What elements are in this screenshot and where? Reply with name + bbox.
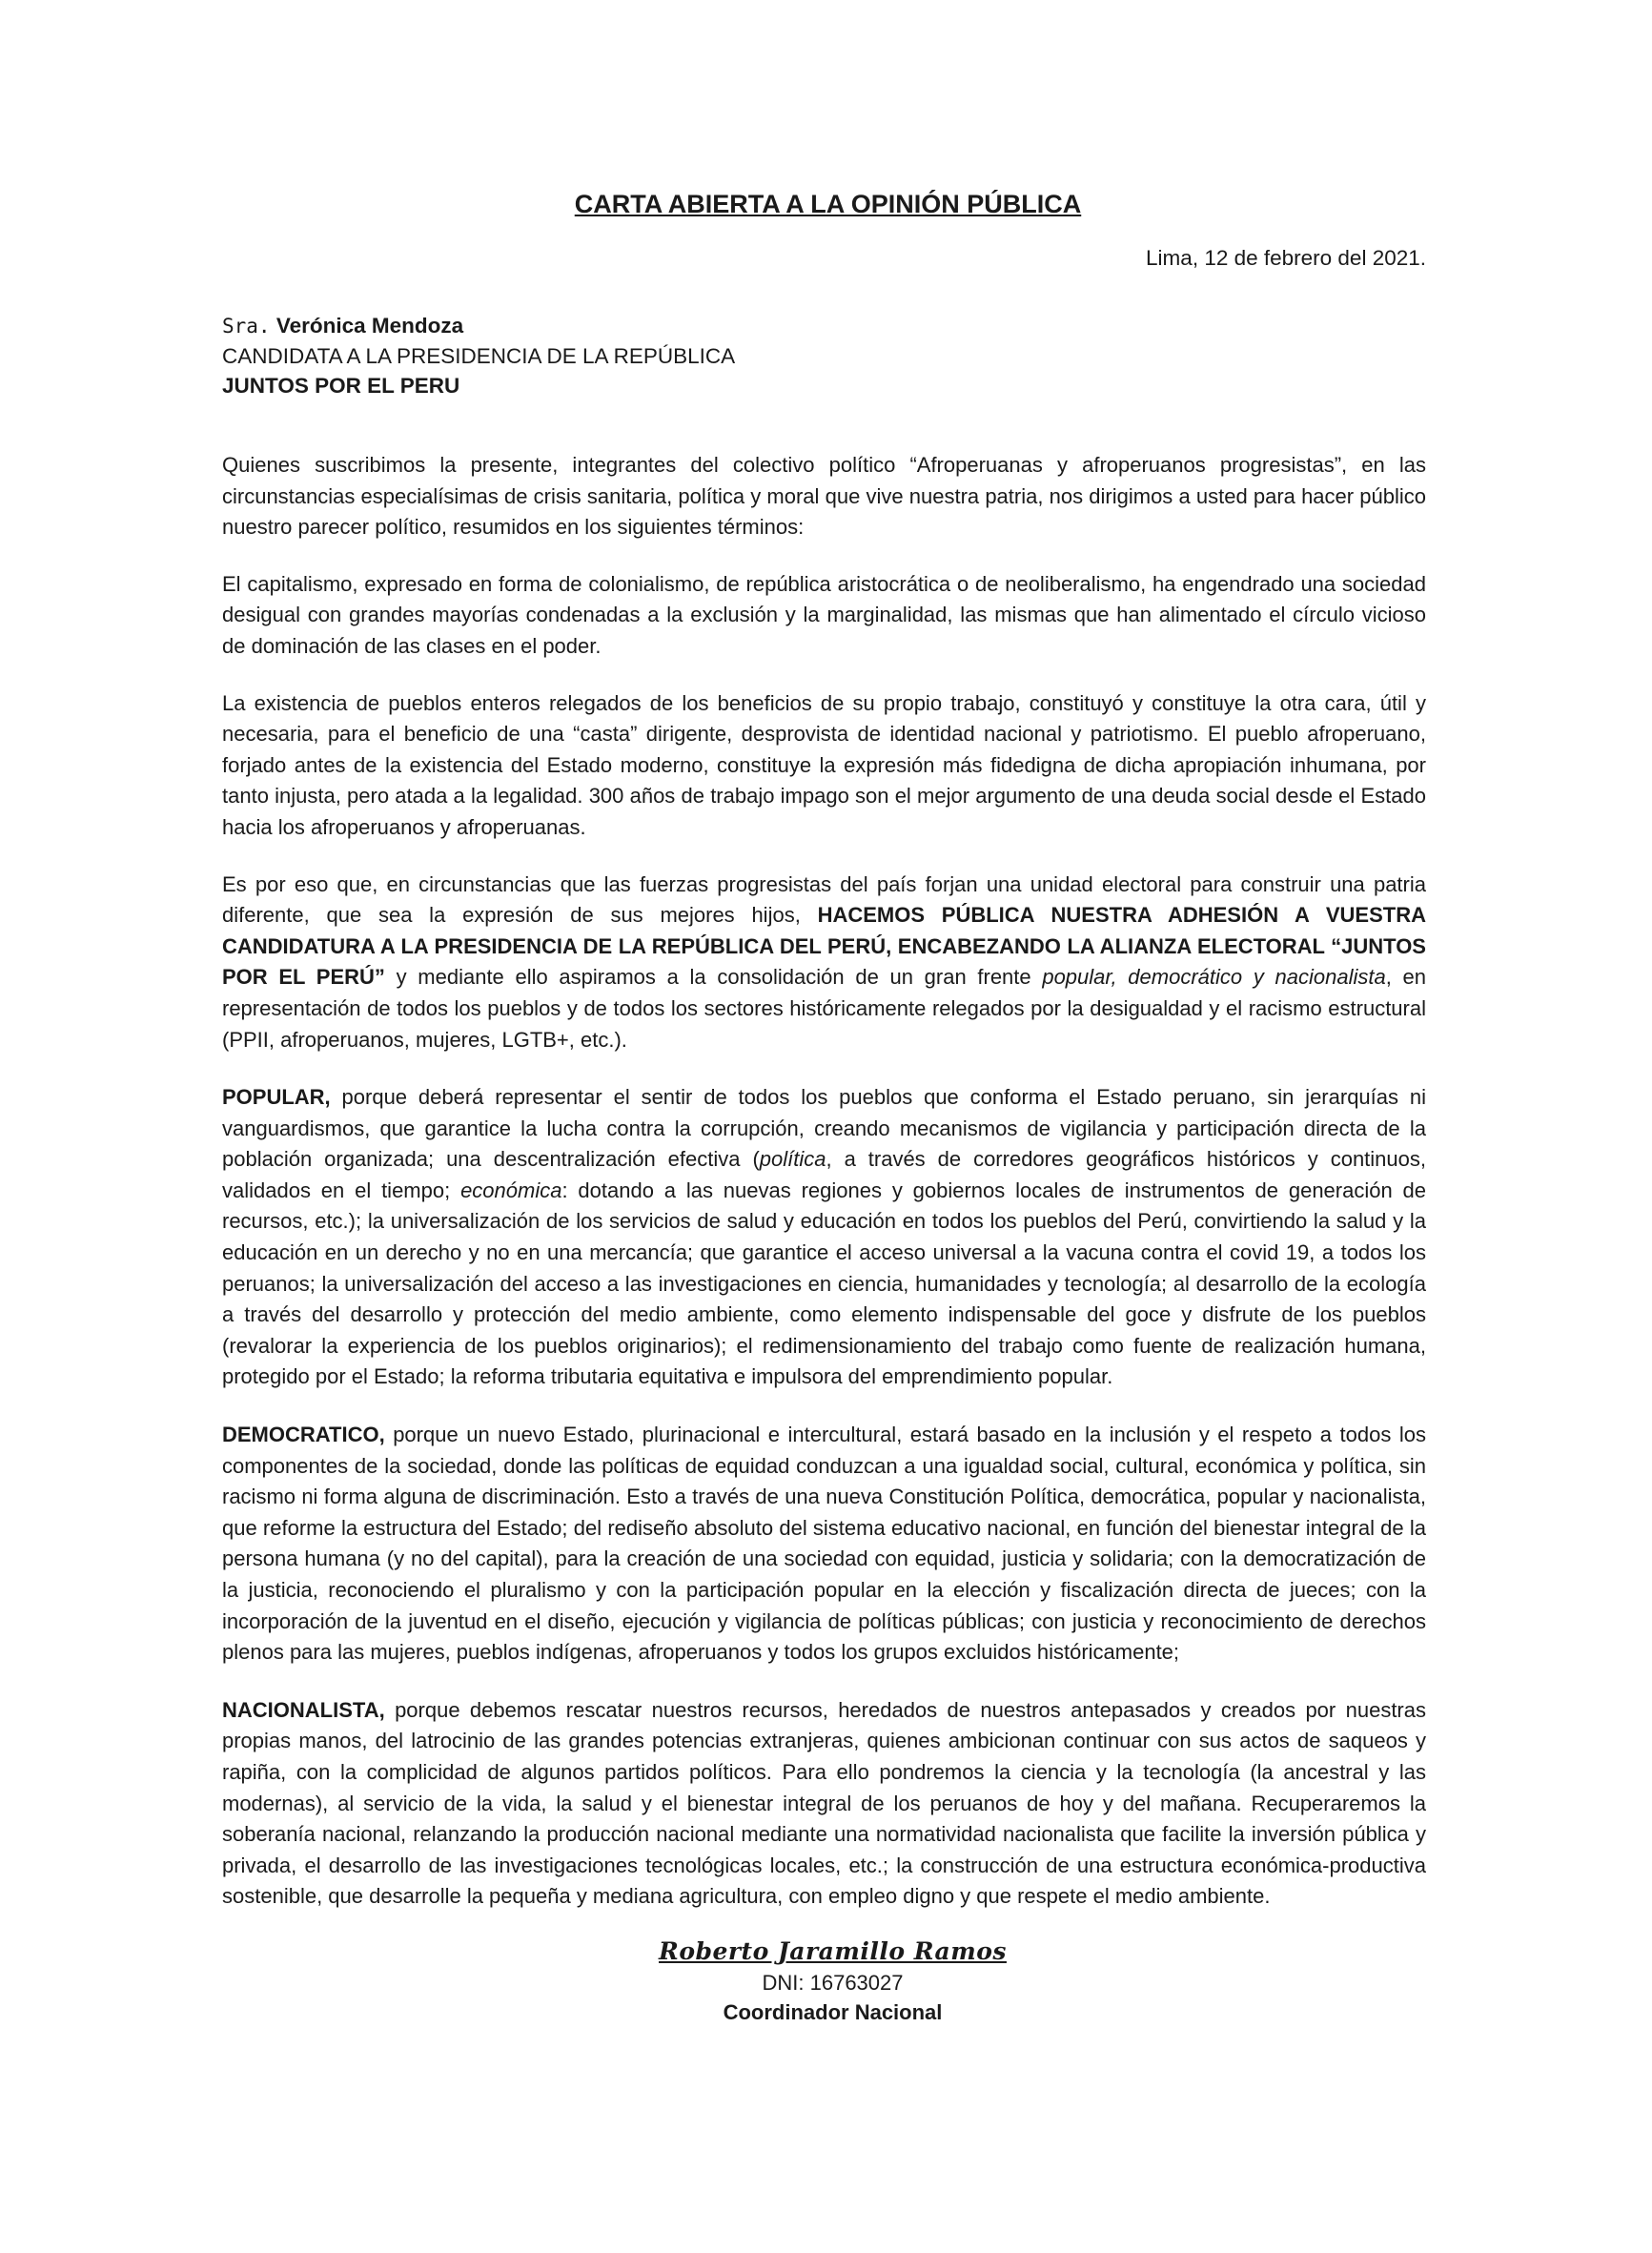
signature-role: Coordinador Nacional	[723, 2000, 943, 2024]
adhesion-statement: HACEMOS PÚBLICA NUESTRA ADHESIÓN A VUESTRA CANDIDATURA A LA PRESIDENCIA DE LA REPÚBLICA DEL PERÚ, ENCABEZANDO LA ALIANZA ELECTORAL “JUNTOS POR EL PERÚ”	[222, 903, 1426, 990]
adhesion-text-a: Es por eso que, en circunstancias que las fuerzas progresistas del país forjan una unidad electoral para construir una patria diferente, que sea la expresión de sus mejores hijos,	[222, 871, 1426, 928]
signature-dni: DNI: 16763027	[762, 1971, 904, 1995]
popular-text-e: : dotando a las nuevas regiones y gobiernos locales de instrumentos de generación de recursos, etc.); la universalización de los servicios de salud y educación en todos los pueblos del Perú, convirtiendo la salud y la educación en un derecho y no en una mercancía; que garantice el acceso universal a la vacuna contra el covid 19, a todos los peruanos; la universalización del acceso a las investigaciones en ciencia, humanidades y tecnología; al desarrollo de la ecología a través del desarrollo y protección del medio ambiente, como elemento indispensable del goce y disfrute de los pueblos (revalorar la experiencia de los pueblos originarios); el redimensionamiento del trabajo como fuente de realización humana, protegido por el Estado; la reforma tributaria equitativa e impulsora del emprendimiento popular.	[222, 1178, 1427, 1389]
paragraph-peoples: La existencia de pueblos enteros relegados de los beneficios de su propio trabajo, constituyó y constituye la otra cara, útil y necesaria, para el beneficio de una “casta” dirigente, desprovista de identidad nacional y patriotismo. El pueblo afroperuano, forjado antes de la existencia del Estado moderno, constituye la expresión más fidedigna de dicha apropiación inhumana, por tanto injusta, pero atada a la legalidad. 300 años de trabajo impago son el mejor argumento de una deuda social desde el Estado hacia los afroperuanos y afroperuanas.	[222, 690, 1426, 839]
letter-body	[222, 187, 1426, 1913]
popular-politica: política	[759, 1147, 826, 1172]
adhesion-text-c: y mediante ello aspiramos a la consolidación de un gran frente	[384, 965, 1043, 990]
addressee-name: Verónica Mendoza	[275, 314, 464, 338]
paragraph-nacionalista	[222, 1695, 1426, 1913]
addressee-prefix: Sra.	[222, 315, 271, 338]
addressee-block	[222, 311, 1426, 400]
paragraph-adhesion	[222, 870, 1426, 1056]
paragraph-intro: Quienes suscribimos la presente, integrantes del colectivo político “Afroperuanas y afroperuanos progresistas”, en las circunstancias especialísimas de crisis sanitaria, política y moral que vive nuestra patria, nos dirigimos a usted para hacer público nuestro parecer político, resumidos en los siguientes términos:	[222, 453, 1426, 540]
democratico-text: porque un nuevo Estado, plurinacional e intercultural, estará basado en la inclusión y el respeto a todos los componentes de la sociedad, donde las políticas de equidad conduzcan a una igualdad social, cultural, económica y política, sin racismo ni forma alguna de discriminación. Esto a través de una nueva Constitución Política, democrática, popular y nacionalista, que reforme la estructura del Estado; del rediseño absoluto del sistema educativo nacional, en función del bienestar integral de la persona humana (y no del capital), para la creación de una sociedad con equidad, justicia y solidaria; con la democratización de la justicia, reconociendo el pluralismo y con la participación popular en la elección y fiscalización directa de jueces; con la incorporación de la juventud en el diseño, ejecución y vigilancia de políticas públicas; con justicia y reconocimiento de derechos plenos para las mujeres, pueblos indígenas, afroperuanos y todos los grupos excluidos históricamente;	[222, 1423, 1426, 1665]
signature-name: Roberto Jaramillo Ramos	[659, 1937, 1007, 1965]
democratico-lead: DEMOCRATICO,	[222, 1423, 385, 1447]
nacionalista-lead: NACIONALISTA,	[222, 1697, 385, 1722]
adhesion-text-e: , en representación de todos los pueblos y de todos los sectores históricamente relegados por la desigualdad y el racismo estructural (PPII, afroperuanos, mujeres, LGTB+, etc.).	[222, 965, 1426, 1052]
popular-text-c: , a través de corredores geográficos históricos y continuos, validados en el tiempo;	[222, 1147, 1427, 1202]
adhesion-front-description: popular, democrático y nacionalista	[1042, 965, 1386, 990]
popular-text-a: porque deberá representar el sentir de todos los pueblos que conforma el Estado peruano, sin jerarquías ni vanguardismos, que garantice la lucha contra la corrupción, creando mecanismos de vigilancia y participación directa de la población organizada; una descentralización efectiva (	[222, 1085, 1426, 1172]
addressee-position: CANDIDATA A LA PRESIDENCIA DE LA REPÚBLICA	[222, 344, 736, 368]
signature-block	[222, 1936, 1426, 2027]
paragraph-capitalism: El capitalismo, expresado en forma de colonialismo, de república aristocrática o de neoliberalismo, ha engendrado una sociedad desigual con grandes mayorías condenadas a la exclusión y la marginalidad, las mismas que han alimentado el círculo vicioso de dominación de las clases en el poder.	[222, 571, 1426, 658]
addressee-party: JUNTOS POR EL PERU	[222, 374, 460, 398]
letter-title: CARTA ABIERTA A LA OPINIÓN PÚBLICA	[574, 190, 1082, 218]
popular-lead: POPULAR,	[222, 1085, 331, 1110]
letter-date: Lima, 12 de febrero del 2021.	[1146, 246, 1426, 270]
paragraph-democratico	[222, 1420, 1426, 1669]
popular-economica: económica	[460, 1178, 562, 1202]
nacionalista-text: porque debemos rescatar nuestros recursos, heredados de nuestros antepasados y creados por nuestras propias manos, del latrocinio de las grandes potencias extranjeras, quienes ambicionan continuar con sus actos de saqueos y rapiña, con la complicidad de algunos partidos políticos. Para ello pondremos la ciencia y la tecnología (la ancestral y las modernas), al servicio de la vida, la salud y el bienestar integral de los peruanos de hoy y del mañana. Recuperaremos la soberanía nacional, relanzando la producción nacional mediante una normatividad nacionalista que facilite la inversión pública y privada, el desarrollo de las investigaciones tecnológicas locales, etc.; la construcción de una estructura económica-productiva sostenible, que desarrolle la pequeña y mediana agricultura, con empleo digno y que respete el medio ambiente.	[222, 1697, 1426, 1909]
paragraph-popular	[222, 1082, 1426, 1393]
addressee-line	[222, 311, 1426, 341]
